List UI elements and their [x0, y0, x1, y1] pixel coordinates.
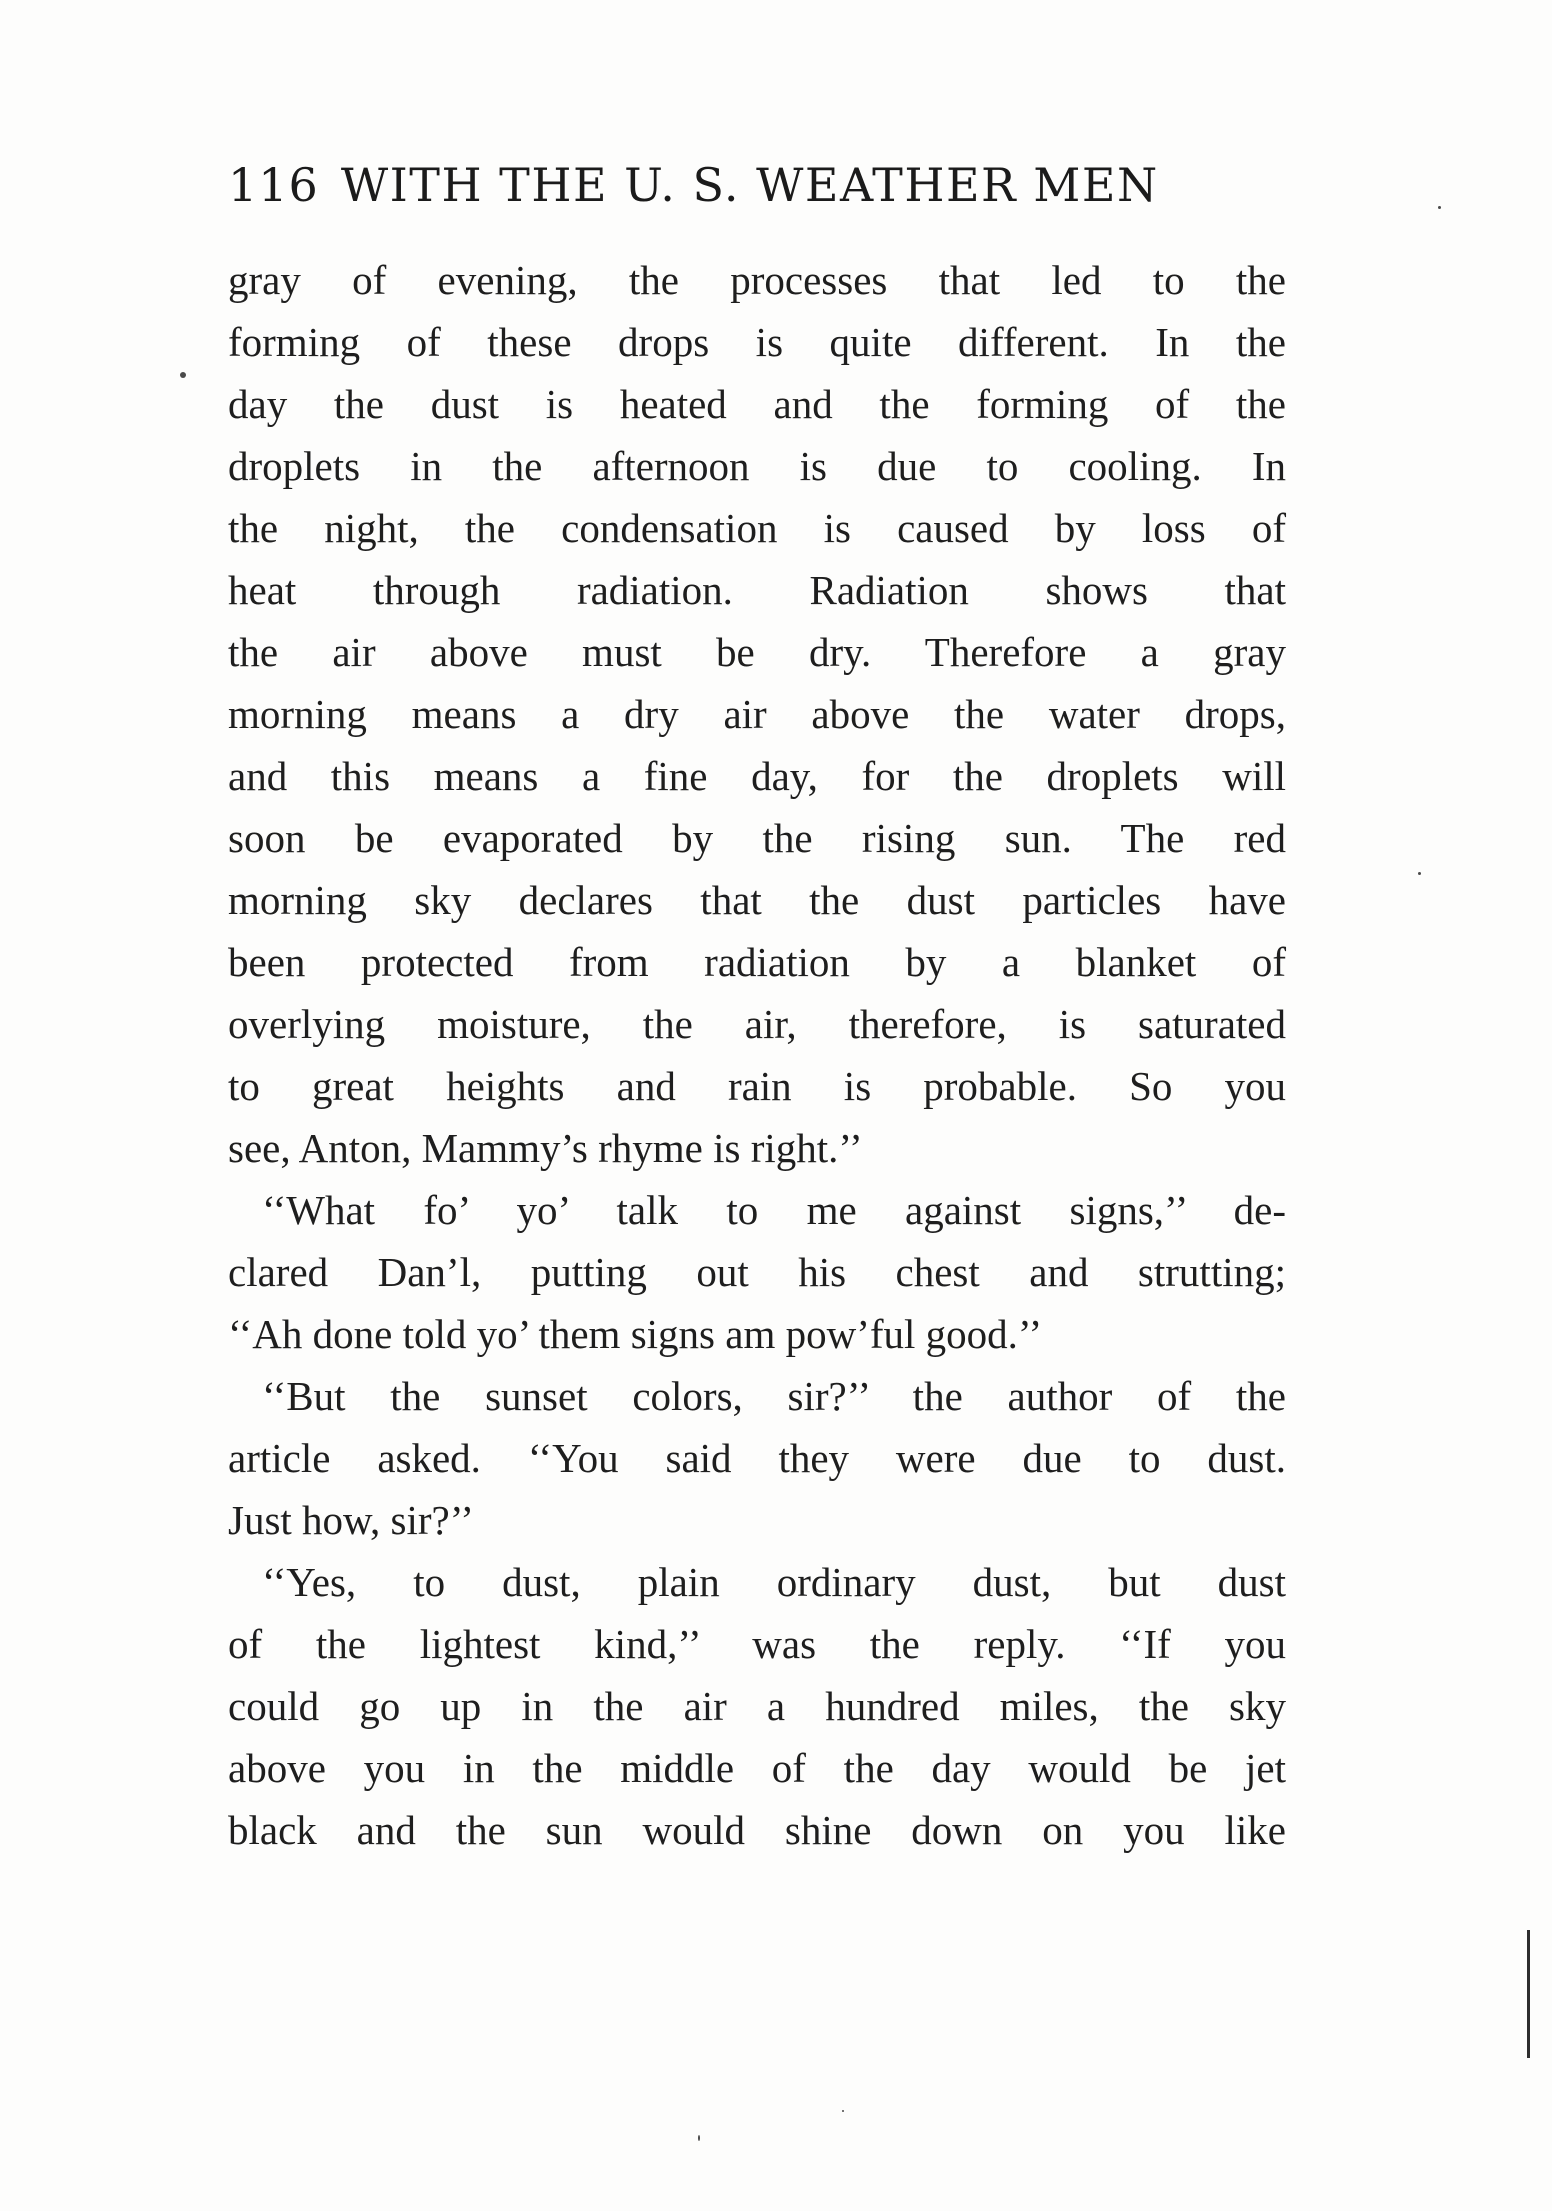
text-line: could go up in the air a hundred miles, the sky [228, 1683, 1286, 1729]
scan-edge-line [1527, 1930, 1530, 2058]
text-line: and this means a fine day, for the droplets will [228, 753, 1286, 799]
scan-speck [1438, 206, 1441, 209]
text-line: ‘‘Ah done told yo’ them signs am pow’ful good.’’ [228, 1311, 1043, 1357]
text-line: clared Dan’l, putting out his chest and strutting; [228, 1249, 1286, 1295]
text-line: soon be evaporated by the rising sun. The red [228, 815, 1286, 861]
text-line: ‘‘But the sunset colors, sir?’’ the author of the [262, 1373, 1286, 1419]
running-head: WITH THE U. S. WEATHER MEN [340, 158, 1159, 212]
text-line: ‘‘Yes, to dust, plain ordinary dust, but dust [262, 1559, 1286, 1605]
text-line: the air above must be dry. Therefore a gray [228, 629, 1286, 675]
text-line: black and the sun would shine down on you like [228, 1807, 1286, 1853]
text-line: article asked. ‘‘You said they were due to dust. [228, 1435, 1286, 1481]
text-line: morning sky declares that the dust particles have [228, 877, 1286, 923]
page-number: 116 [228, 158, 319, 212]
scan-speck [180, 372, 186, 378]
scan-speck [842, 2110, 844, 2112]
text-line: the night, the condensation is caused by loss of [228, 505, 1286, 551]
text-line: above you in the middle of the day would be jet [228, 1745, 1286, 1791]
text-line: morning means a dry air above the water drops, [228, 691, 1286, 737]
scan-speck [698, 2135, 700, 2141]
text-line: day the dust is heated and the forming of the [228, 381, 1286, 427]
text-line: heat through radiation. Radiation shows that [228, 567, 1286, 613]
page-header [228, 158, 1288, 218]
text-line: gray of evening, the processes that led to the [228, 257, 1286, 303]
text-line: see, Anton, Mammy’s rhyme is right.’’ [228, 1125, 863, 1171]
text-line: overlying moisture, the air, therefore, is saturated [228, 1001, 1286, 1047]
scan-speck [1418, 872, 1421, 875]
text-line: Just how, sir?’’ [228, 1497, 474, 1543]
text-line: forming of these drops is quite different. In the [228, 319, 1286, 365]
text-line: been protected from radiation by a blanket of [228, 939, 1286, 985]
text-line: of the lightest kind,’’ was the reply. ‘‘If you [228, 1621, 1286, 1667]
text-line: to great heights and rain is probable. So you [228, 1063, 1286, 1109]
text-line: ‘‘What fo’ yo’ talk to me against signs,’’ de- [262, 1187, 1286, 1233]
text-line: droplets in the afternoon is due to cooling. In [228, 443, 1286, 489]
